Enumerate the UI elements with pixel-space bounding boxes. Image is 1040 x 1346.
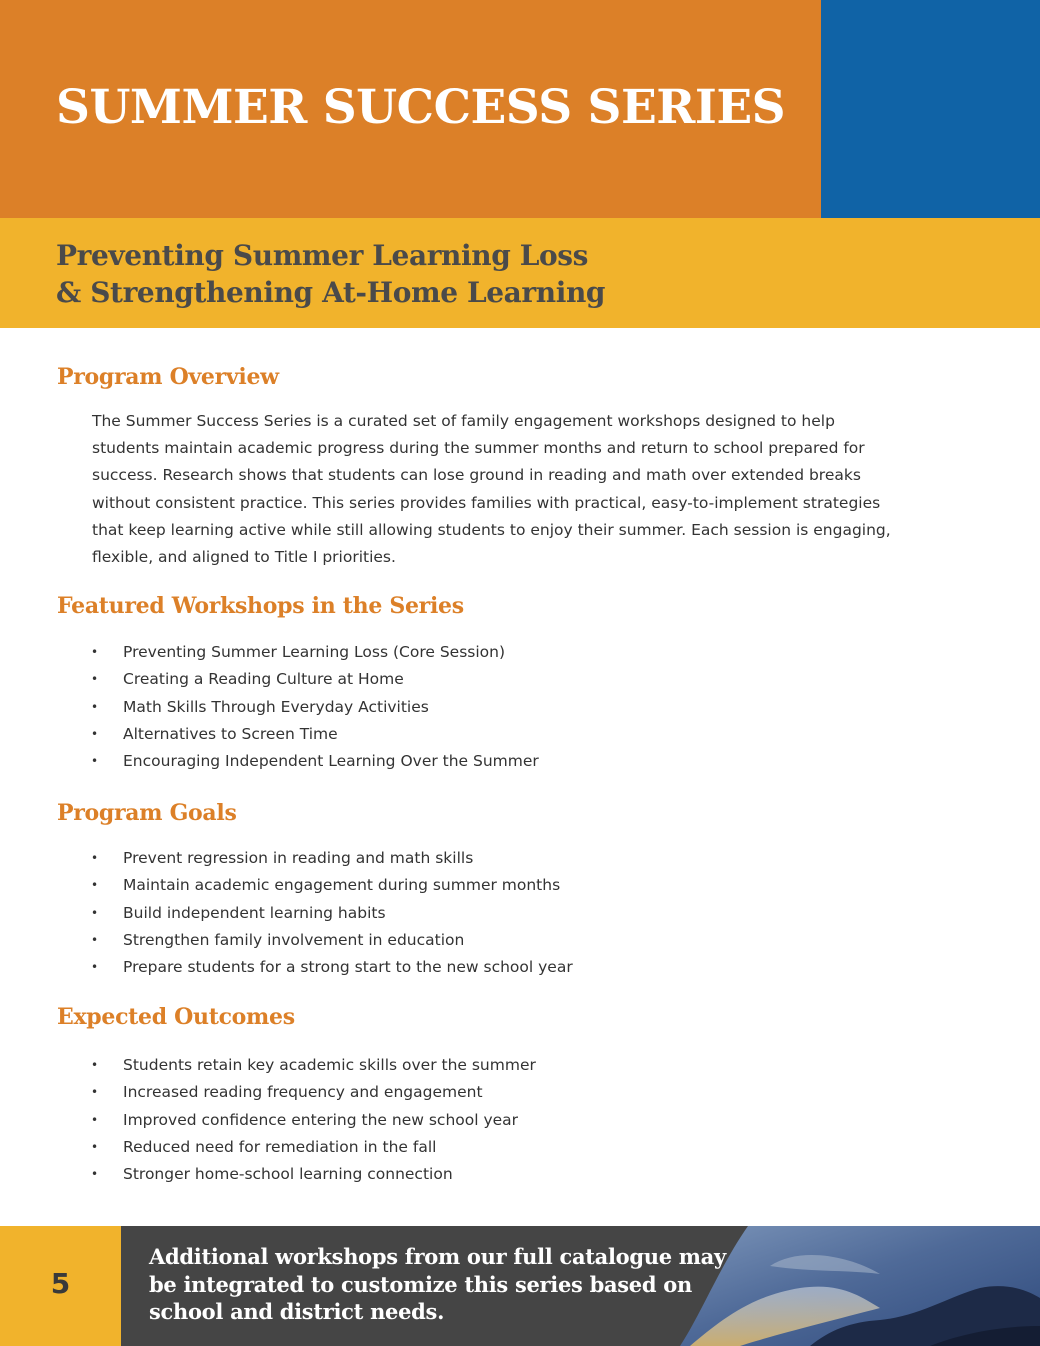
page-title: SUMMER SUCCESS SERIES	[56, 80, 786, 135]
list-item: • Alternatives to Screen Time	[57, 721, 957, 748]
list-item: • Encouraging Independent Learning Over the Summer	[57, 748, 957, 775]
outcomes-list	[57, 1052, 957, 1188]
subtitle-line-2: & Strengthening At-Home Learning	[56, 276, 606, 309]
list-item: • Improved confidence entering the new school year	[57, 1107, 957, 1134]
overview-paragraph: The Summer Success Series is a curated set of family engagement workshops designed to help students maintain academic progress during the summer months and return to school prepared for success. Research shows that students can lose ground in reading and math over extended breaks without consistent practice. This series provides families with practical, easy-to-implement strategies that keep learning active while still allowing students to enjoy their summer. Each session is engaging, flexible, and aligned to Title I priorities.	[92, 412, 891, 567]
list-item: • Prevent regression in reading and math skills	[57, 845, 957, 872]
landscape-painting-image	[680, 1226, 1040, 1346]
bullet-icon: •	[91, 960, 99, 975]
list-item: • Build independent learning habits	[57, 900, 957, 927]
bullet-icon: •	[91, 1085, 99, 1100]
list-item: • Reduced need for remediation in the fall	[57, 1134, 957, 1161]
list-item: • Prepare students for a strong start to the new school year	[57, 954, 957, 981]
list-item: • Maintain academic engagement during summer months	[57, 872, 957, 899]
page-number: 5	[50, 1267, 71, 1300]
bullet-icon: •	[91, 754, 99, 769]
list-item: • Increased reading frequency and engagement	[57, 1079, 957, 1106]
list-item: • Preventing Summer Learning Loss (Core Session)	[57, 639, 957, 666]
page-number-block	[0, 1226, 121, 1346]
footer-note-line-2: be integrated to customize this series based on	[149, 1271, 692, 1297]
bullet-icon: •	[91, 672, 99, 687]
list-item: • Stronger home-school learning connection	[57, 1161, 957, 1188]
footer-note	[149, 1243, 726, 1326]
bullet-icon: •	[91, 878, 99, 893]
bullet-icon: •	[91, 851, 99, 866]
page-subtitle	[56, 237, 605, 311]
bullet-icon: •	[91, 645, 99, 660]
list-item: • Strengthen family involvement in education	[57, 927, 957, 954]
bullet-icon: •	[91, 932, 99, 947]
workshops-list	[57, 639, 957, 775]
goals-heading: Program Goals	[57, 800, 237, 827]
bullet-icon: •	[91, 1112, 99, 1127]
overview-heading: Program Overview	[57, 364, 279, 390]
workshops-heading: Featured Workshops in the Series	[57, 593, 464, 620]
subtitle-line-1: Preventing Summer Learning Loss	[56, 239, 589, 272]
goals-list	[57, 845, 957, 981]
footer-bar	[0, 1226, 1040, 1346]
list-item: • Creating a Reading Culture at Home	[57, 666, 957, 693]
blue-accent-block	[821, 0, 1040, 218]
footer-note-line-3: school and district needs.	[149, 1299, 445, 1324]
bullet-icon: •	[91, 726, 99, 741]
bullet-icon: •	[91, 1167, 99, 1182]
bullet-icon: •	[91, 1139, 99, 1154]
bullet-icon: •	[91, 699, 99, 714]
list-item: • Students retain key academic skills over the summer	[57, 1052, 957, 1079]
bullet-icon: •	[91, 1058, 99, 1073]
outcomes-heading: Expected Outcomes	[57, 1004, 295, 1031]
main-content	[57, 362, 957, 1188]
list-item: • Math Skills Through Everyday Activities	[57, 694, 957, 721]
bullet-icon: •	[91, 905, 99, 920]
footer-note-line-1: Additional workshops from our full catalogue may	[149, 1244, 726, 1269]
